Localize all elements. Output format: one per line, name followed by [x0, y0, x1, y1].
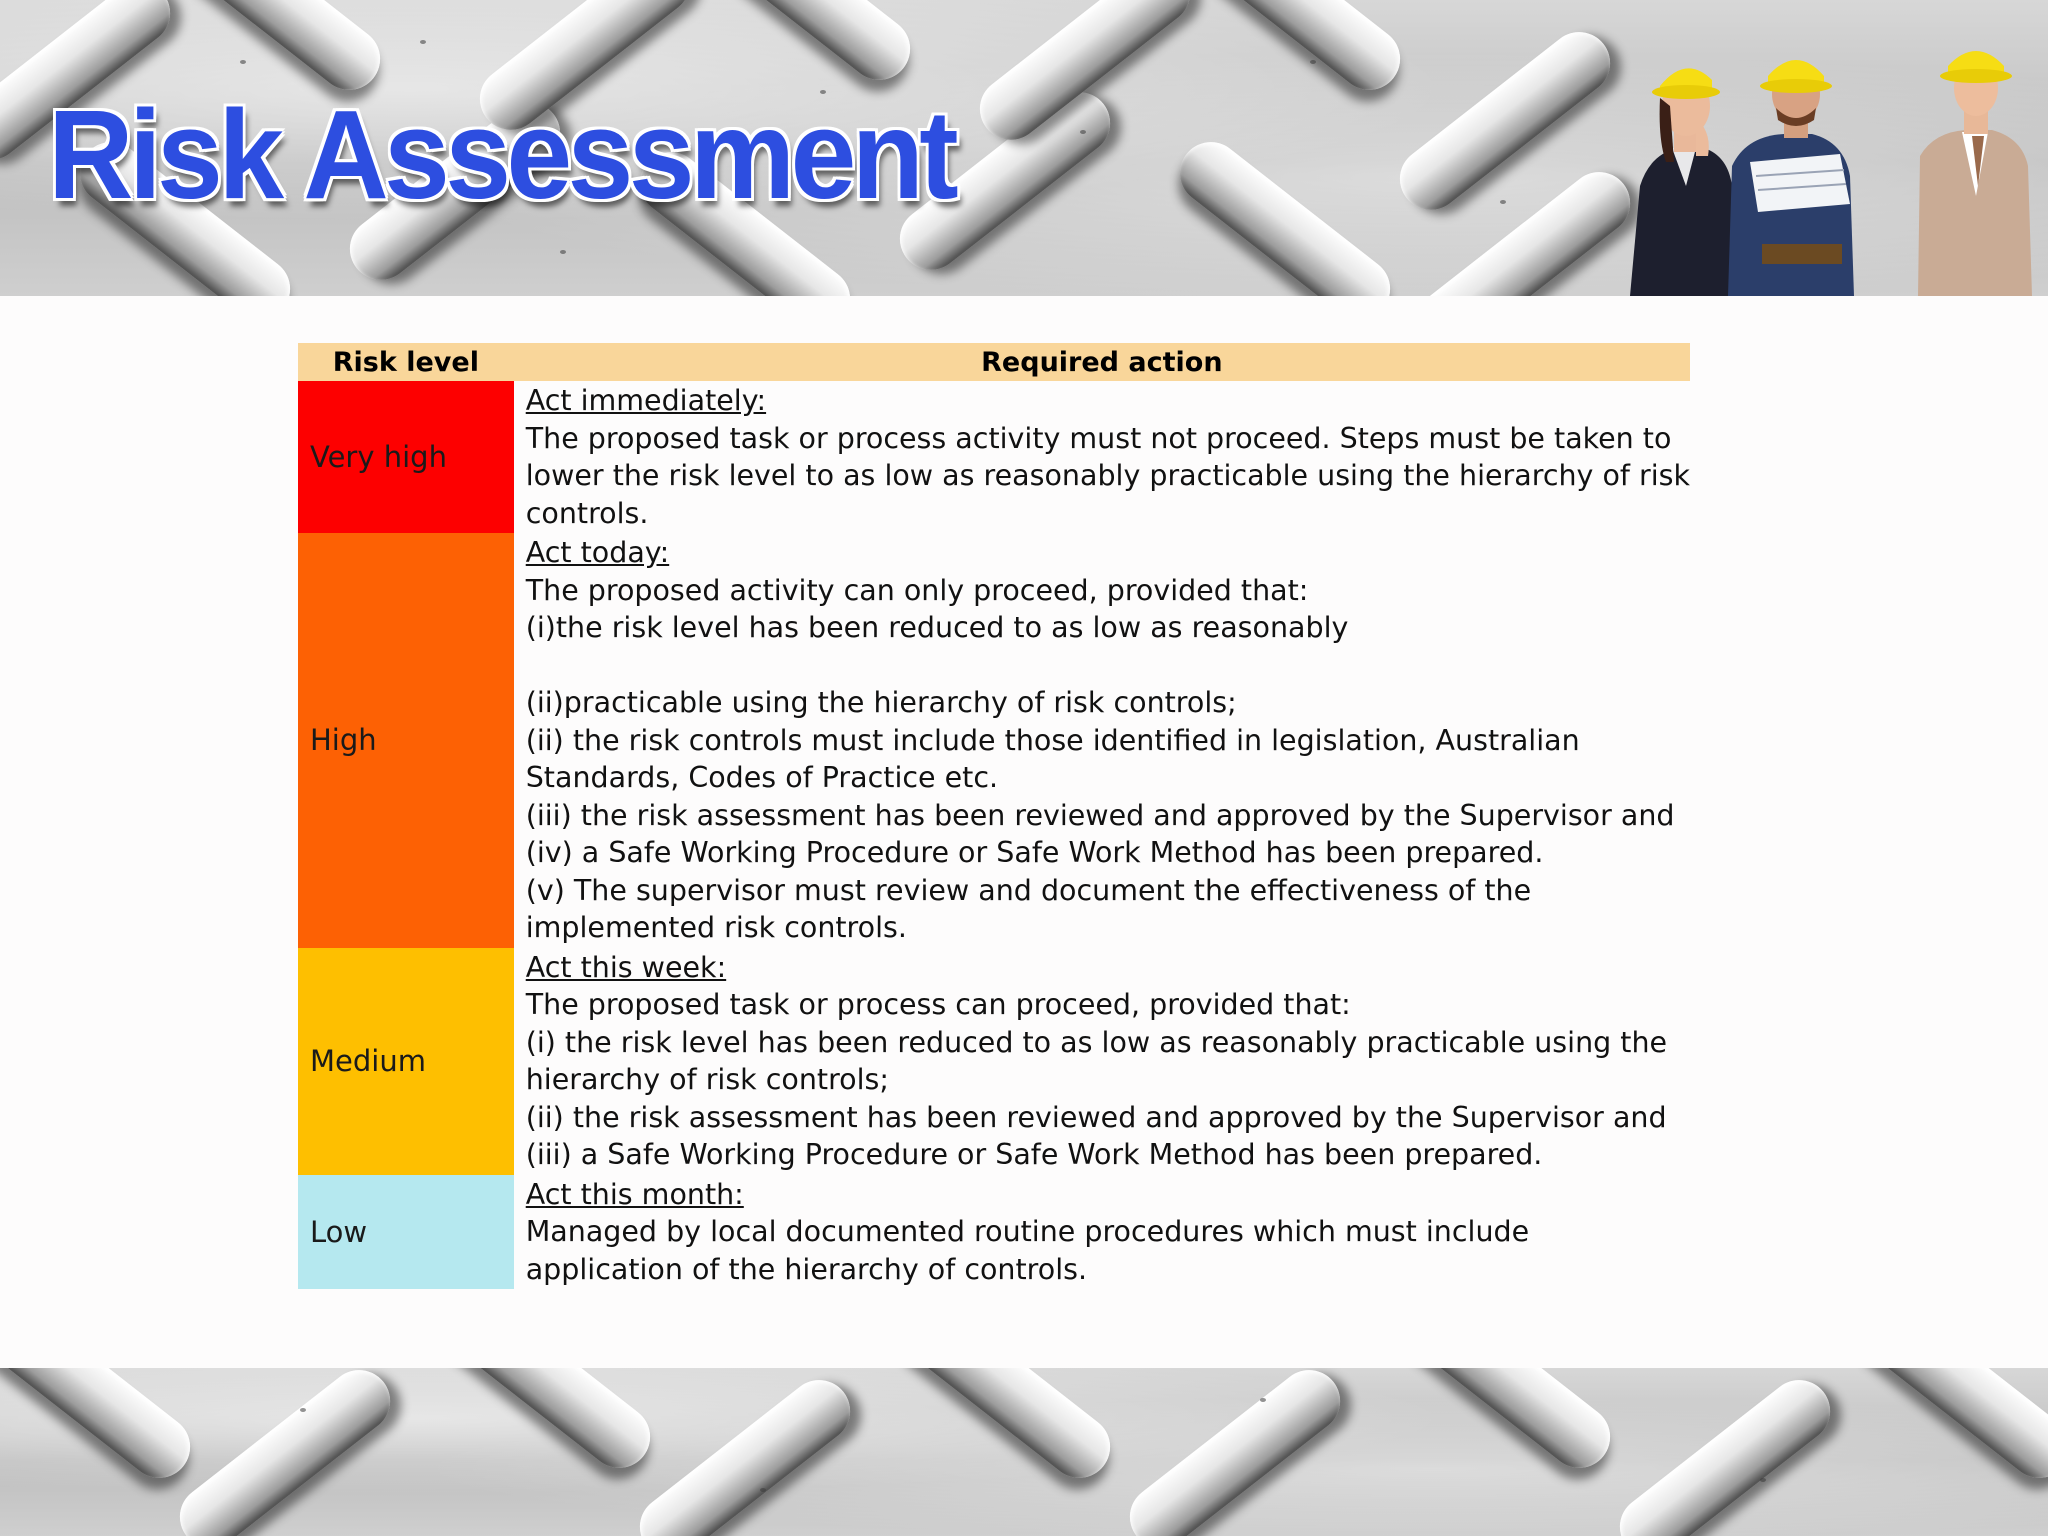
worker-man-suit	[1918, 51, 2032, 296]
diamond-plate-ridge	[1117, 1368, 1352, 1536]
action-heading: Act today:	[525, 536, 670, 569]
diamond-plate-ridge	[1167, 130, 1402, 296]
action-line: (iv) a Safe Working Procedure or Safe Work Method has been prepared.	[525, 836, 1544, 869]
table-row	[298, 533, 1690, 948]
diamond-plate-ridge	[0, 1368, 203, 1490]
action-line: Managed by local documented routine procedures which must include	[525, 1215, 1530, 1248]
table-row	[298, 1175, 1690, 1290]
plate-speck	[300, 1408, 306, 1412]
action-line: Standards, Codes of Practice etc.	[525, 761, 999, 794]
diamond-plate-ridge	[887, 1368, 1122, 1490]
table-row	[298, 381, 1690, 533]
action-heading: Act immediately:	[525, 384, 767, 417]
risk-level-cell: Very high	[298, 381, 514, 533]
worker-man-plans	[1728, 60, 1854, 296]
diamond-plate-ridge	[687, 0, 922, 92]
diamond-plate-ridge	[1847, 1368, 2048, 1490]
plate-speck	[560, 250, 566, 254]
diamond-plate-ridge	[427, 1368, 662, 1480]
risk-level-cell: High	[298, 533, 514, 948]
risk-level-cell: Medium	[298, 948, 514, 1175]
required-action-cell	[514, 948, 1690, 1175]
plate-speck	[1260, 1398, 1266, 1402]
required-action-cell	[514, 381, 1690, 533]
plate-speck	[1080, 130, 1086, 134]
diamond-plate-ridge	[167, 1368, 402, 1536]
action-line: application of the hierarchy of controls.	[525, 1252, 1088, 1286]
table-row	[298, 948, 1690, 1175]
action-line: (v) The supervisor must review and document the effectiveness of the	[525, 873, 1532, 907]
plate-speck	[1310, 60, 1316, 64]
action-line: controls.	[525, 496, 649, 530]
column-header-required-action: Required action	[514, 343, 1690, 381]
action-heading: Act this month:	[525, 1177, 744, 1211]
action-line: (i) the risk level has been reduced to as low as reasonably practicable using the	[525, 1025, 1668, 1059]
action-line: The proposed task or process activity must not proceed. Steps must be taken to	[525, 421, 1672, 455]
action-line: (iii) the risk assessment has been reviewed and approved by the Supervisor and	[525, 798, 1675, 832]
diamond-plate-ridge	[627, 1368, 862, 1536]
action-line: The proposed activity can only proceed, provided that:	[525, 573, 1309, 607]
construction-workers-illustration	[1600, 36, 2048, 296]
plate-speck	[420, 40, 426, 44]
page-title: Risk Assessment	[48, 84, 955, 225]
action-line-blank	[526, 647, 1690, 685]
action-line: (ii) the risk assessment has been reviewed and approved by the Supervisor and	[525, 1100, 1667, 1134]
risk-level-table	[298, 343, 1690, 1289]
footer-banner	[0, 1368, 2048, 1536]
plate-speck	[1760, 1478, 1766, 1482]
action-line: hierarchy of risk controls;	[525, 1063, 889, 1096]
plate-speck	[1500, 200, 1506, 204]
action-line: The proposed task or process can proceed, provided that:	[525, 988, 1351, 1021]
action-line: (iii) a Safe Working Procedure or Safe Work Method has been prepared.	[525, 1138, 1543, 1171]
diamond-plate-ridge	[1607, 1368, 1842, 1536]
plate-speck	[240, 60, 246, 64]
header-banner	[0, 0, 2048, 296]
diamond-plate-ridge	[1177, 0, 1412, 102]
required-action-cell	[514, 533, 1690, 948]
diamond-plate-ridge	[1387, 1368, 1622, 1480]
action-heading: Act this week:	[525, 950, 727, 984]
action-line: lower the risk level to as low as reasonably practicable using the hierarchy of risk	[525, 459, 1690, 492]
action-line: (i)the risk level has been reduced to as low as reasonably	[525, 611, 1349, 644]
required-action-cell	[514, 1175, 1690, 1290]
column-header-risk-level: Risk level	[298, 343, 514, 381]
action-line: (ii)practicable using the hierarchy of risk controls;	[525, 686, 1237, 719]
plate-speck	[760, 1488, 766, 1492]
worker-woman	[1630, 68, 1738, 296]
action-line: implemented risk controls.	[525, 911, 907, 944]
action-line: (ii) the risk controls must include those identified in legislation, Australian	[525, 723, 1580, 757]
risk-level-cell: Low	[298, 1175, 514, 1290]
table-header-row	[298, 343, 1690, 381]
